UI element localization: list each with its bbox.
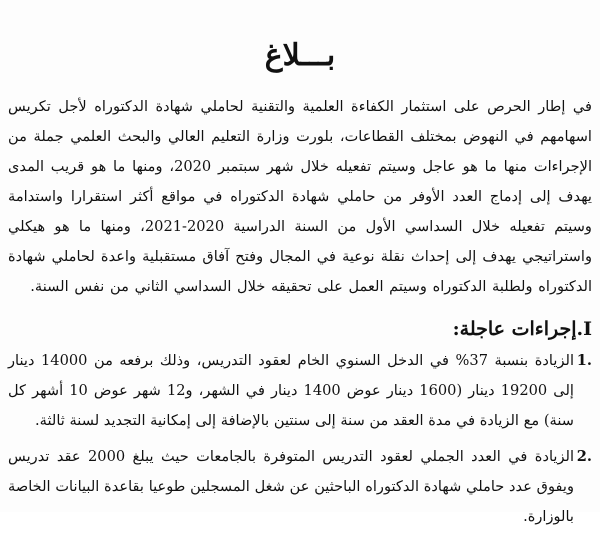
measure-text: الزيادة بنسبة 37% في الدخل السنوي الخام لعقود التدريس، وذلك برفعه من 14000 دينار إلى 19200 دينار (1600 دينار عوض 1400 دينار في الشهر، و12 شهر عوض 10 أشهر كل سنة) مع الزيادة في مدة العقد من سنة إلى سنتين بالإضافة إلى إمكانية التجديد لسنة ثالثة. xyxy=(8,352,574,429)
intro-paragraph xyxy=(8,92,592,302)
document-title: بـــلاغ xyxy=(264,38,336,74)
measure-item xyxy=(8,442,592,532)
measure-number: .1 xyxy=(576,352,592,369)
measure-number: .2 xyxy=(576,448,592,465)
measures-list xyxy=(8,346,592,538)
section-heading: I.إجراءات عاجلة: xyxy=(452,318,592,340)
measure-item xyxy=(8,346,592,436)
measure-text: الزيادة في العدد الجملي لعقود التدريس المتوفرة بالجامعات حيث يبلغ 2000 عقد تدريس ويفوق عدد حاملي شهادة الدكتوراه الباحثين عن شغل المسجلين طوعيا بقاعدة البيانات الخاصة بالوزارة. xyxy=(8,448,575,525)
intro-text: في إطار الحرص على استثمار الكفاءة العلمية والتقنية لحاملي شهادة الدكتوراه لأجل تكريس اسهامهم في النهوض بمختلف القطاعات، بلورت وزارة التعليم العالي والبحث العلمي جملة من الإجراءات منها ما هو عاجل وسيتم تفعيله خلال شهر سبتمبر 2020، ومنها ما هو قريب المدى يهدف إلى إدماج العدد الأوفر من حاملي شهادة الدكتوراه في مواقع أكثر استقرارا واستدامة وسيتم تفعيله خلال السداسي الأول من السنة الدراسية 2020-2021، ومنها ما هو هيكلي واستراتيجي يهدف إلى إحداث نقلة نوعية في المجال وفتح آفاق مستقبلية واعدة لحاملي شهادة الدكتوراه ولطلبة الدكتوراه وسيتم العمل على تحقيقه خلال السداسي الثاني من نفس السنة. xyxy=(8,98,593,295)
cropped-header-line xyxy=(190,0,410,5)
